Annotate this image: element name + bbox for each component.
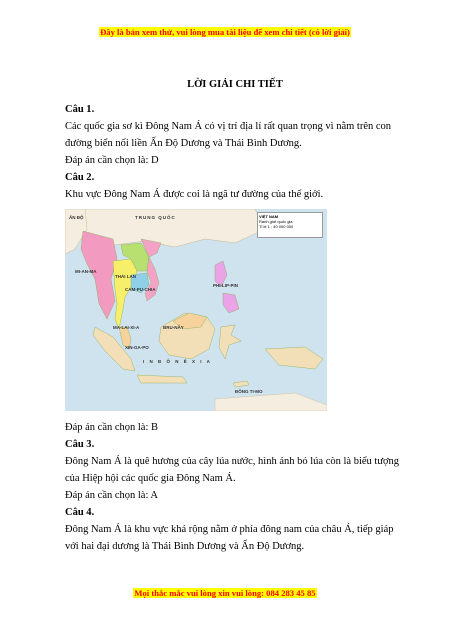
contact-footer: Mọi thắc mắc vui lòng xin vui lòng: 084 283 45 85: [134, 588, 316, 598]
label-singapore: XIN-GA-PO: [125, 345, 149, 350]
question-2-label: Câu 2.: [65, 172, 95, 183]
preview-notice: Đây là bản xem thử, vui lòng mua tài liệu để xem chi tiết (có lời giải): [100, 27, 350, 37]
label-china: TRUNG QUỐC: [135, 215, 176, 220]
question-3: [65, 436, 405, 504]
legend-title: VIỆT NAM: [259, 214, 279, 219]
label-myanmar: MI-AN-MA: [75, 269, 97, 274]
question-4-label: Câu 4.: [65, 507, 95, 518]
question-2-answer: Đáp án cần chọn là: B: [65, 422, 159, 433]
contact-footer-banner: [0, 588, 450, 598]
label-malaysia: MA-LAI-XI-A: [113, 325, 140, 330]
question-4-text: Đông Nam Á là khu vực khá rộng nằm ở phía đông nam của châu Á, tiếp giáp với hai đại dương là Thái Bình Dương và Ấn Độ Dương.: [65, 524, 394, 552]
label-east-timor: ĐÔNG TI-MO: [235, 389, 263, 394]
question-1-text: Các quốc gia sơ kì Đông Nam Á có vị trí địa lí rất quan trọng vì nằm trên con đường biển nối liền Ấn Độ Dương và Thái Bình Dương.: [65, 121, 392, 149]
legend-scale: Tỉ lệ 1 : 40 000 000: [259, 224, 294, 229]
question-3-label: Câu 3.: [65, 439, 95, 450]
question-3-text: Đông Nam Á là quê hương của cây lúa nước, hình ảnh bó lúa còn là biểu tượng của Hiệp hội các quốc gia Đông Nam Á.: [65, 456, 400, 484]
question-4: [65, 504, 405, 555]
map-drawing: [65, 209, 327, 411]
question-1-answer: Đáp án cần chọn là: D: [65, 155, 159, 166]
legend-boundary: Ranh giới quốc gia: [259, 219, 293, 224]
label-cambodia: CAM-PU-CHIA: [125, 287, 156, 292]
question-1: [65, 101, 405, 169]
label-thailand: THÁI LAN: [115, 274, 136, 279]
question-1-label: Câu 1.: [65, 104, 95, 115]
label-indonesia: I N Đ Ô N Ê X I A: [143, 359, 212, 364]
page-title: LỜI GIẢI CHI TIẾT: [187, 79, 283, 90]
preview-notice-banner: [0, 27, 450, 37]
question-3-answer: Đáp án cần chọn là: A: [65, 490, 159, 501]
question-2: [65, 169, 405, 436]
question-2-text: Khu vực Đông Nam Á được coi là ngã tư đường của thế giới.: [65, 189, 324, 200]
label-philippines: PHI-LIP-PIN: [213, 283, 239, 288]
southeast-asia-map: [65, 209, 327, 411]
map-legend: [257, 212, 323, 238]
label-india: ẤN ĐỘ: [69, 215, 84, 220]
document-body: [65, 78, 405, 555]
label-brunei: BRU-NÂY: [163, 325, 184, 330]
